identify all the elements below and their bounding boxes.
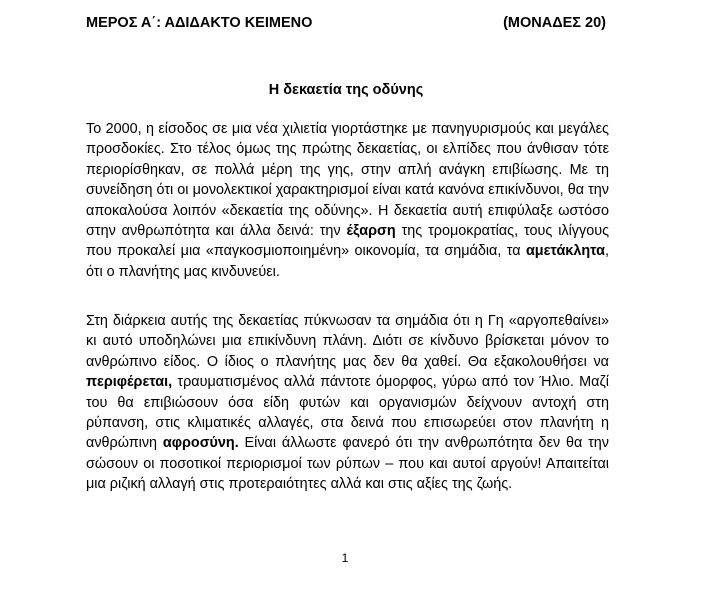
bold-word-periferetai: περιφέρεται, (86, 374, 173, 391)
paragraph-1-text: Το 2000, η είσοδος σε μια νέα χιλιετία γιορτάστηκε με πανηγυρισμούς και μεγάλες προσδοκίες. Στο τέλος όμως της πρώτης δεκαετίας, οι ελπίδες που άνθισαν τότε περιορίσθηκαν, σε πολλά μέρη της γης, στην απλή ανάγκη επιβίωσης. Με τη συνείδηση ότι οι μονολεκτικοί χαρακτηρισμοί είναι κατά κανόνα επικίνδυνοι, θα την αποκαλούσα λοιπόν «δεκαετία της οδύνης». Η δεκαετία αυτή επιφύλαξε ωστόσο στην ανθρωπότητα και άλλα δεινά: την (86, 121, 609, 240)
page-number: 1 (341, 551, 349, 565)
paragraph-2-text: Είναι άλλωστε φανερό ότι την ανθρωπότητα δεν θα την σώσουν οι ποσοτικοί περιορισμοί των ρύπων – που και αυτοί αργούν! Απαιτείται μια ριζική αλλαγή στις προτεραιότητες αλλά και στις αξίες της ζωής. (86, 435, 610, 493)
paragraph-2-text: Στη διάρκεια αυτής της δεκαετίας πύκνωσαν τα σημάδια ότι η Γη «αργοπεθαίνει» κι αυτό υποδηλώνει μια επικίνδυνη πλάνη. Διότι σε κίνδυνο βρίσκεται μόνον το ανθρώπινο είδος. Ο ίδιος ο πλανήτης μας δεν θα χαθεί. Θα εξακολουθήσει να (86, 313, 609, 370)
text-title: Η δεκαετία της οδύνης (268, 82, 424, 98)
paragraph-2 (86, 311, 609, 495)
paragraph-1-text: της τρομοκρατίας, τους ιλίγγους που προκαλεί μια «παγκοσμιοποιημένη» οικονομία, τα σημάδια, τα (86, 223, 609, 260)
paragraph-2-text: τραυματισμένος αλλά πάντοτε όμορφος, γύρω από τον Ήλιο. Μαζί του θα επιβιώσουν όσα είδη φυτών και οργανισμών δείχνουν αντοχή στη ρύπανση, στις κλιματικές αλλαγές, στα δεινά που επισωρεύει στον πλανήτη η ανθρώπινη (86, 374, 609, 452)
section-heading: ΜΕΡΟΣ Α΄: ΑΔΙΔΑΚΤΟ ΚΕΙΜΕΝΟ (86, 15, 313, 31)
bold-word-exarsi: έξαρση (346, 223, 396, 240)
bold-word-afrosyni: αφροσύνη. (162, 435, 239, 452)
points-label: (ΜΟΝΑΔΕΣ 20) (503, 15, 606, 31)
paragraph-1 (86, 119, 609, 282)
bold-word-ametaklita: αμετάκλητα (525, 243, 605, 260)
paragraph-1-text: , ότι ο πλανήτης μας κινδυνεύει. (86, 243, 609, 280)
